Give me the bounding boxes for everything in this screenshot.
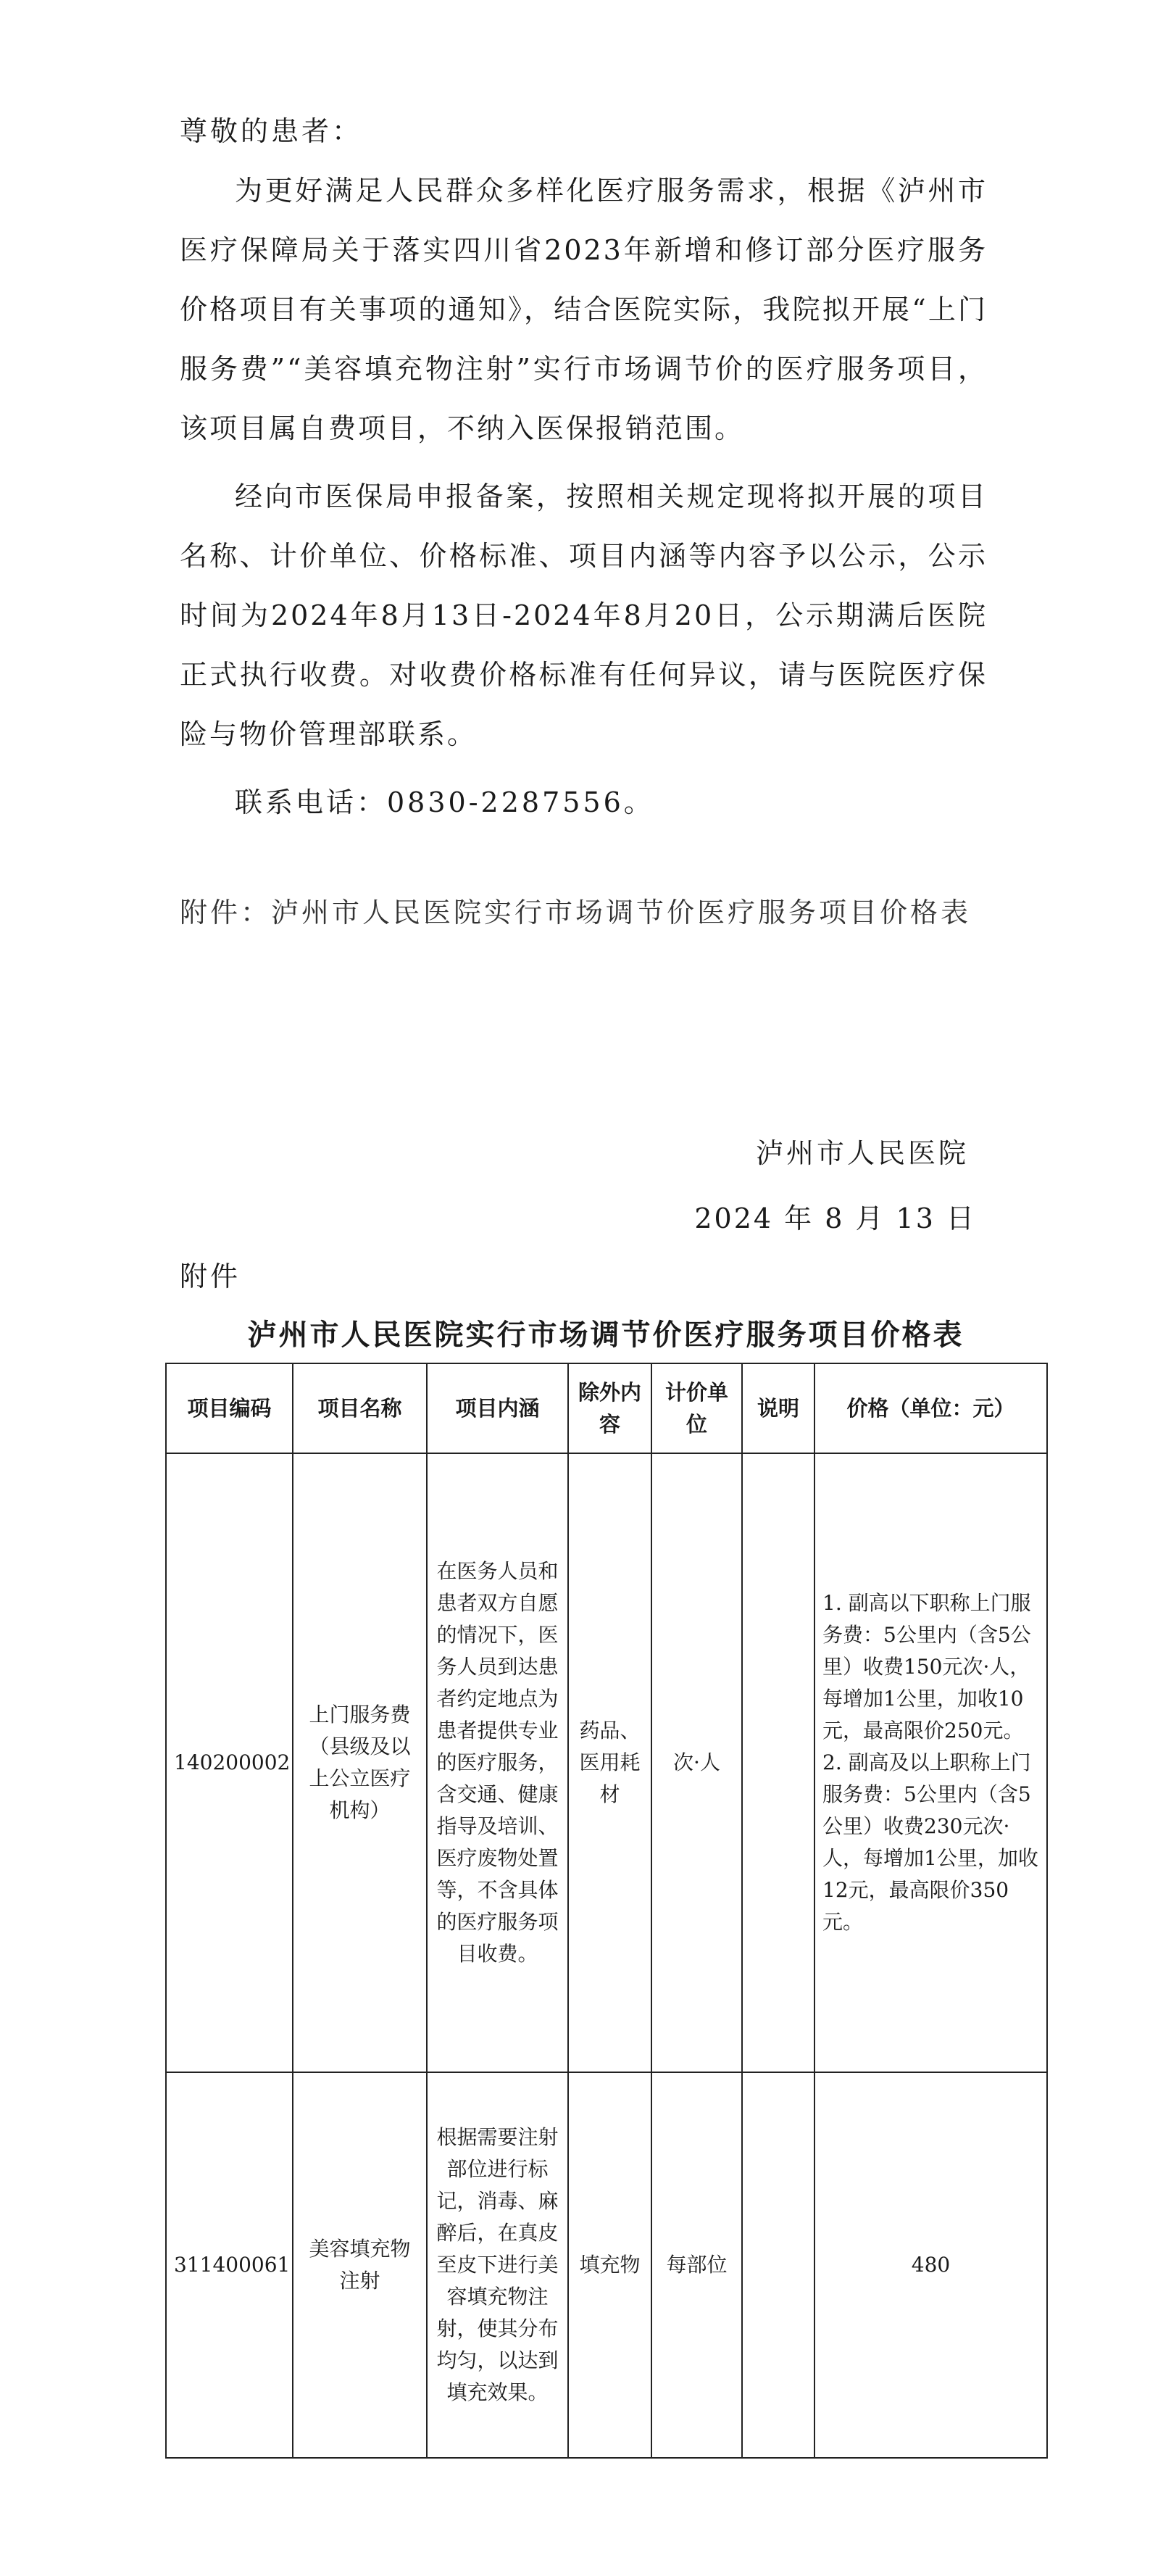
header-content: 项目内涵 [427, 1363, 568, 1453]
cell-code: 311400061 [166, 2072, 293, 2458]
price-line-2: 2. 副高及以上职称上门服务费：5公里内（含5公里）收费230元次·人，每增加1公里，加收12元，最高限价350元。 [822, 1750, 1038, 1934]
cell-excluded: 药品、医用耗材 [568, 1453, 651, 2072]
cell-note [742, 1453, 814, 2072]
cell-code: 140200002 [166, 1453, 293, 2072]
header-unit: 计价单位 [651, 1363, 742, 1453]
table-row [166, 1453, 1047, 2072]
cell-content: 在医务人员和患者双方自愿的情况下，医务人员到达患者约定地点为患者提供专业的医疗服务，含交通、健康指导及培训、医疗废物处置等，不含具体的医疗服务项目收费。 [427, 1453, 568, 2072]
attachment-note: 附件：泸州市人民医院实行市场调节价医疗服务项目价格表 [180, 897, 972, 928]
paragraph-2: 经向市医保局申报备案，按照相关规定现将拟开展的项目名称、计价单位、价格标准、项目内涵等内容予以公示，公示时间为2024年8月13日-2024年8月20日，公示期满后医院正式执行收费。对收费价格标准有任何异议，请与医院医疗保险与物价管理部联系。 [180, 481, 988, 750]
salutation: 尊敬的患者： [180, 115, 363, 147]
cell-unit: 次·人 [651, 1453, 742, 2072]
header-code: 项目编码 [166, 1363, 293, 1453]
cell-price: 480 [814, 2072, 1047, 2458]
cell-name: 美容填充物注射 [293, 2072, 427, 2458]
signature-date: 2024 年 8 月 13 日 [694, 1202, 976, 1234]
cell-name: 上门服务费（县级及以上公立医疗机构） [293, 1453, 427, 2072]
header-excluded: 除外内容 [568, 1363, 651, 1453]
header-price: 价格（单位：元） [814, 1363, 1047, 1453]
notice-body [180, 161, 988, 764]
contact-phone: 联系电话：0830-2287556。 [235, 786, 654, 818]
cell-price [814, 1453, 1047, 2072]
cell-content: 根据需要注射部位进行标记，消毒、麻醉后，在真皮至皮下进行美容填充物注射，使其分布均匀，以达到填充效果。 [427, 2072, 568, 2458]
price-table [165, 1363, 1048, 2459]
annex-label: 附件 [180, 1260, 241, 1292]
paragraph-1: 为更好满足人民群众多样化医疗服务需求，根据《泸州市医疗保障局关于落实四川省2023年新增和修订部分医疗服务价格项目有关事项的通知》，结合医院实际，我院拟开展“上门服务费”“美容填充物注射”实行市场调节价的医疗服务项目，该项目属自费项目，不纳入医保报销范围。 [180, 175, 988, 444]
cell-unit: 每部位 [651, 2072, 742, 2458]
table-row [166, 2072, 1047, 2458]
signature-organization: 泸州市人民医院 [755, 1137, 969, 1169]
cell-excluded: 填充物 [568, 2072, 651, 2458]
table-title: 泸州市人民医院实行市场调节价医疗服务项目价格表 [247, 1318, 964, 1352]
header-name: 项目名称 [293, 1363, 427, 1453]
header-note: 说明 [742, 1363, 814, 1453]
table-header-row [166, 1363, 1047, 1453]
cell-note [742, 2072, 814, 2458]
notice-letter [180, 101, 988, 942]
price-line-1: 1. 副高以下职称上门服务费：5公里内（含5公里）收费150元次·人，每增加1公里，加收10元，最高限价250元。 [822, 1591, 1031, 1742]
